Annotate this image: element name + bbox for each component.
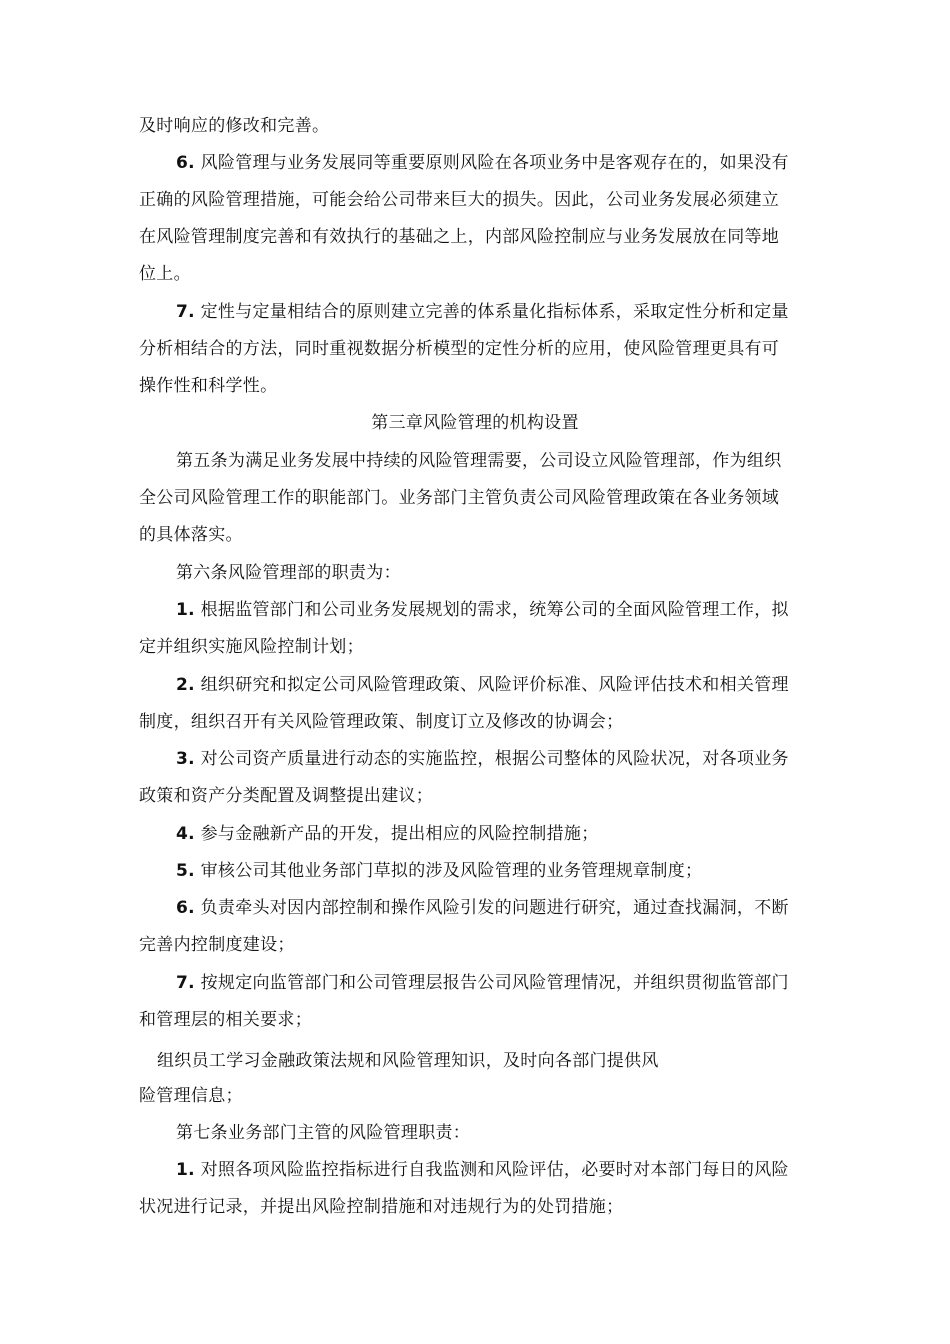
text-line: 完善内控制度建设； xyxy=(139,935,295,955)
list-item: 7. 按规定向监管部门和公司管理层报告公司风险管理情况，并组织贯彻监管部门 xyxy=(176,973,789,993)
text-line: 定并组织实施风险控制计划； xyxy=(139,637,364,657)
text-line: 政策和资产分类配置及调整提出建议； xyxy=(139,786,434,806)
list-item: 6. 风险管理与业务发展同等重要原则风险在各项业务中是客观存在的，如果没有 xyxy=(176,153,789,173)
article-paragraph: 第七条业务部门主管的风险管理职责： xyxy=(176,1123,471,1143)
article-paragraph: 第五条为满足业务发展中持续的风险管理需要，公司设立风险管理部，作为组织 xyxy=(176,451,782,471)
text-line: 和管理层的相关要求； xyxy=(139,1010,312,1030)
list-item: 6. 负责牵头对因内部控制和操作风险引发的问题进行研究，通过查找漏洞，不断 xyxy=(176,898,789,918)
text-line: 分析相结合的方法，同时重视数据分析模型的定性分析的应用，使风险管理更具有可 xyxy=(139,339,780,359)
text-line: 的具体落实。 xyxy=(139,525,243,545)
list-item: 1. 对照各项风险监控指标进行自我监测和风险评估，必要时对本部门每日的风险 xyxy=(176,1160,789,1180)
article-paragraph: 第六条风险管理部的职责为： xyxy=(176,563,401,583)
list-item: 组织员工学习金融政策法规和风险管理知识，及时向各部门提供风 xyxy=(157,1051,659,1071)
list-item: 4. 参与金融新产品的开发，提出相应的风险控制措施； xyxy=(176,824,599,844)
text-line: 在风险管理制度完善和有效执行的基础之上，内部风险控制应与业务发展放在同等地 xyxy=(139,227,780,247)
chapter-heading: 第三章风险管理的机构设置 xyxy=(371,413,579,433)
text-line: 制度，组织召开有关风险管理政策、制度订立及修改的协调会； xyxy=(139,712,624,732)
text-line: 位上。 xyxy=(139,264,191,284)
text-line: 险管理信息； xyxy=(139,1086,243,1106)
text-line: 状况进行记录，并提出风险控制措施和对违规行为的处罚措施； xyxy=(139,1197,624,1217)
text-line: 操作性和科学性。 xyxy=(139,376,278,396)
list-item: 3. 对公司资产质量进行动态的实施监控，根据公司整体的风险状况，对各项业务 xyxy=(176,749,789,769)
text-line: 正确的风险管理措施，可能会给公司带来巨大的损失。因此，公司业务发展必须建立 xyxy=(139,190,780,210)
list-item: 7. 定性与定量相结合的原则建立完善的体系量化指标体系，采取定性分析和定量 xyxy=(176,302,789,322)
list-item: 1. 根据监管部门和公司业务发展规划的需求，统筹公司的全面风险管理工作，拟 xyxy=(176,600,789,620)
list-item: 5. 审核公司其他业务部门草拟的涉及风险管理的业务管理规章制度； xyxy=(176,861,703,881)
text-line: 全公司风险管理工作的职能部门。业务部门主管负责公司风险管理政策在各业务领域 xyxy=(139,488,780,508)
list-item: 2. 组织研究和拟定公司风险管理政策、风险评价标准、风险评估技术和相关管理 xyxy=(176,675,789,695)
text-line: 及时响应的修改和完善。 xyxy=(139,116,330,136)
